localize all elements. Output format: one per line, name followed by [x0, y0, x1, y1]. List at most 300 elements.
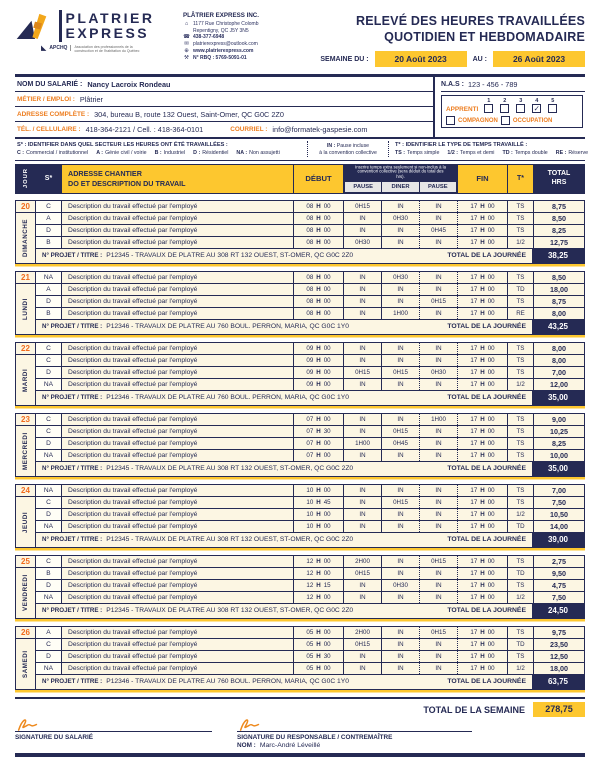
row-total-cell: 2,75 [552, 556, 566, 566]
nas-row [441, 77, 585, 92]
work-row [36, 343, 584, 355]
work-description-cell: Description du travail effectué par l'employé [62, 568, 294, 579]
row-total-cell: 10,00 [550, 450, 568, 460]
diner-cell: IN [382, 556, 420, 567]
work-description-cell: Description du travail effectué par l'employé [62, 426, 294, 437]
type-legend-title: T* : IDENTIFIER LE TYPE DE TEMPS TRAVAILLÉ : [395, 142, 528, 148]
sector-cell: NA [36, 379, 62, 390]
pause1-cell: IN [344, 414, 382, 425]
time-type-cell: TS [508, 213, 534, 224]
sector-cell: NA [36, 663, 62, 674]
sector-cell: D [36, 225, 62, 236]
time-type-cell: 1/2 [508, 379, 534, 390]
manager-signature-label: SIGNATURE DU RESPONSABLE / CONTREMAÎTRE [237, 734, 393, 741]
pause2-cell: IN [420, 521, 458, 532]
row-total-cell: 10,50 [550, 509, 568, 519]
project-value: P12345 - TRAVAUX DE PLÂTRE AU 308 RT 132 OUEST, ST-OMER, QC G0C 2Z0 [106, 252, 354, 259]
col-jour: JOUR [16, 165, 36, 193]
pause2-cell: 1H00 [420, 414, 458, 425]
day-blocks [15, 200, 585, 690]
time-type-cell: TS [508, 414, 534, 425]
work-description-cell: Description du travail effectué par l'employé [62, 485, 294, 496]
day-total-value: 35,00 [532, 391, 584, 405]
pause1-cell: IN [344, 343, 382, 354]
work-description-cell: Description du travail effectué par l'employé [62, 651, 294, 662]
pause1-cell: 0H15 [344, 568, 382, 579]
employee-job-label: MÉTIER / EMPLOI : [17, 95, 75, 103]
sector-cell: NA [36, 485, 62, 496]
start-time-cell: 12 H 15 [294, 580, 344, 591]
week-from-label: SEMAINE DU : [320, 55, 369, 63]
work-description-cell: Description du travail effectué par l'employé [62, 367, 294, 378]
col-pause-group [344, 165, 458, 193]
pause1-cell: 2H00 [344, 627, 382, 638]
diner-cell: IN [382, 225, 420, 236]
day-total-value: 43,25 [532, 320, 584, 334]
pause1-cell: IN [344, 355, 382, 366]
sector-cell: D [36, 296, 62, 307]
row-total-cell: 8,25 [552, 438, 566, 448]
diner-cell: IN [382, 509, 420, 520]
table-header [15, 164, 585, 194]
time-type-cell: TS [508, 450, 534, 461]
work-description-cell: Description du travail effectué par l'employé [62, 497, 294, 508]
time-type-cell: TS [508, 627, 534, 638]
day-number: 23 [16, 414, 35, 426]
row-total-cell: 8,00 [552, 355, 566, 365]
end-time-cell: 17 H 00 [458, 438, 508, 449]
apprenti-level [514, 98, 527, 113]
sector-legend-items [17, 150, 303, 156]
work-description-cell: Description du travail effectué par l'employé [62, 201, 294, 212]
time-type-cell: TS [508, 355, 534, 366]
sector-cell: C [36, 355, 62, 366]
diner-cell: 1H00 [382, 308, 420, 319]
sector-cell: D [36, 651, 62, 662]
apchq-name: APCHQ [49, 45, 71, 51]
apprenti-level-number: 3 [519, 98, 523, 104]
legend-item: A : Génie civil / voirie [96, 150, 147, 156]
start-time-cell: 08 H 00 [294, 225, 344, 236]
apprenti-checkbox[interactable] [516, 104, 525, 113]
work-description-cell: Description du travail effectué par l'employé [62, 627, 294, 638]
legend-item: C : Commercial / institutionnel [17, 150, 89, 156]
row-total-cell: 9,75 [552, 627, 566, 637]
apprenti-checkbox[interactable]: ✓ [533, 104, 540, 113]
time-type-cell: TD [508, 284, 534, 295]
compagnon-label: COMPAGNON [458, 117, 498, 124]
pause2-cell: IN [420, 509, 458, 520]
start-time-cell: 07 H 00 [294, 450, 344, 461]
time-type-cell: TS [508, 580, 534, 591]
work-row [36, 568, 584, 580]
day-number: 24 [16, 485, 35, 497]
time-type-cell: TS [508, 556, 534, 567]
time-type-cell: TD [508, 639, 534, 650]
in-line2: à la convention collective [319, 149, 377, 156]
pause2-cell: IN [420, 272, 458, 283]
day-name: DIMANCHE [22, 218, 29, 257]
work-description-cell: Description du travail effectué par l'employé [62, 379, 294, 390]
legend-item: TD : Temps double [502, 150, 548, 156]
row-total-cell: 8,50 [552, 272, 566, 282]
pause2-cell: IN [420, 379, 458, 390]
end-time-cell: 17 H 00 [458, 308, 508, 319]
start-time-cell: 07 H 00 [294, 414, 344, 425]
employee-job-row [15, 92, 433, 107]
diner-cell: IN [382, 379, 420, 390]
end-time-cell: 17 H 00 [458, 225, 508, 236]
work-description-cell: Description du travail effectué par l'employé [62, 639, 294, 650]
pause2-cell: IN [420, 308, 458, 319]
start-time-cell: 07 H 30 [294, 426, 344, 437]
week-summary [15, 702, 585, 717]
start-time-cell: 08 H 00 [294, 213, 344, 224]
col-total-hrs: TOTAL HRS [534, 165, 584, 193]
pause2-cell: IN [420, 438, 458, 449]
time-type-cell: TD [508, 568, 534, 579]
work-description-cell: Description du travail effectué par l'employé [62, 663, 294, 674]
week-from-field: 20 Août 2023 [375, 51, 467, 67]
work-description-cell: Description du travail effectué par l'employé [62, 355, 294, 366]
end-time-cell: 17 H 00 [458, 521, 508, 532]
work-row [36, 367, 584, 379]
day-block [15, 413, 585, 477]
end-time-cell: 17 H 00 [458, 426, 508, 437]
end-time-cell: 17 H 00 [458, 497, 508, 508]
employee-phone-row [15, 122, 433, 137]
diner-cell: IN [382, 237, 420, 248]
apprenti-level-number: 4 [535, 98, 539, 104]
time-type-cell: TS [508, 497, 534, 508]
sector-cell: B [36, 308, 62, 319]
time-type-cell: TS [508, 272, 534, 283]
sector-cell: D [36, 438, 62, 449]
day-name: VENDREDI [22, 574, 29, 611]
day-name: MERCREDI [22, 431, 29, 470]
signature-section [15, 717, 585, 749]
pause1-cell: IN [344, 296, 382, 307]
start-time-cell: 05 H 00 [294, 639, 344, 650]
time-type-cell: 1/2 [508, 509, 534, 520]
pause1-cell: IN [344, 450, 382, 461]
work-description-cell: Description du travail effectué par l'employé [62, 438, 294, 449]
row-total-cell: 8,75 [552, 296, 566, 306]
diner-cell: IN [382, 521, 420, 532]
week-to-field: 26 Août 2023 [493, 51, 585, 67]
end-time-cell: 17 H 00 [458, 296, 508, 307]
project-row [36, 675, 584, 689]
start-time-cell: 12 H 00 [294, 556, 344, 567]
day-name: MARDI [22, 367, 29, 392]
diner-cell: IN [382, 296, 420, 307]
week-to-label: AU : [472, 55, 487, 63]
time-type-cell: TS [508, 367, 534, 378]
work-row [36, 426, 584, 438]
day-total-label: TOTAL DE LA JOURNÉE [447, 465, 526, 472]
apprenti-checkbox[interactable] [500, 104, 509, 113]
pause2-cell: IN [420, 639, 458, 650]
work-row [36, 580, 584, 592]
col-debut: DÉBUT [294, 165, 344, 193]
diner-cell: IN [382, 651, 420, 662]
project-value: P12346 - TRAVAUX DE PLÂTRE AU 760 BOUL. PERRON, MARIA, QC G0C 1Y0 [106, 394, 349, 401]
sector-cell: A [36, 284, 62, 295]
day-block [15, 555, 585, 619]
project-label: N° PROJET / TITRE : [42, 252, 103, 259]
work-row [36, 438, 584, 450]
work-row [36, 663, 584, 675]
day-block [15, 484, 585, 548]
col-diner: DINER [382, 182, 418, 191]
sector-cell: C [36, 556, 62, 567]
pause2-cell: IN [420, 201, 458, 212]
day-number: 20 [16, 201, 35, 213]
pause1-cell: IN [344, 521, 382, 532]
compagnon-checkbox[interactable] [446, 116, 455, 125]
row-total-cell: 9,00 [552, 414, 566, 424]
employee-signature-label: SIGNATURE DU SALARIÉ [15, 734, 93, 741]
time-type-cell: TS [508, 426, 534, 437]
sector-cell: C [36, 497, 62, 508]
pause2-cell: IN [420, 355, 458, 366]
row-total-cell: 4,75 [552, 580, 566, 590]
work-row [36, 639, 584, 651]
day-number: 26 [16, 627, 35, 639]
sector-cell: D [36, 367, 62, 378]
day-total-label: TOTAL DE LA JOURNÉE [447, 394, 526, 401]
employee-email-value: info@formatek-gaspesie.com [272, 125, 368, 134]
apprenti-level [498, 98, 511, 113]
project-row [36, 604, 584, 618]
work-row [36, 355, 584, 367]
diner-cell: IN [382, 568, 420, 579]
work-row [36, 296, 584, 308]
end-time-cell: 17 H 00 [458, 651, 508, 662]
pause2-cell: IN [420, 284, 458, 295]
start-time-cell: 12 H 00 [294, 568, 344, 579]
end-time-cell: 17 H 00 [458, 580, 508, 591]
col-fin: FIN [458, 165, 508, 193]
in-legend [307, 141, 389, 157]
in-key: IN : [326, 143, 336, 149]
col-type: T* [508, 165, 534, 193]
work-description-cell: Description du travail effectué par l'employé [62, 284, 294, 295]
work-description-cell: Description du travail effectué par l'employé [62, 414, 294, 425]
pause1-cell: IN [344, 592, 382, 603]
pause2-cell: 0H45 [420, 225, 458, 236]
diner-cell: 0H30 [382, 213, 420, 224]
start-time-cell: 08 H 00 [294, 272, 344, 283]
logo-divider [59, 10, 62, 42]
employee-signature-field[interactable] [15, 730, 212, 732]
project-label: N° PROJET / TITRE : [42, 607, 103, 614]
diner-cell: IN [382, 284, 420, 295]
type-legend-items [395, 150, 589, 156]
row-total-cell: 12,75 [550, 237, 568, 247]
pause1-cell: IN [344, 497, 382, 508]
apprenti-checkbox[interactable] [548, 104, 557, 113]
company-website: www.platrierexpress.com [193, 47, 254, 54]
sector-cell: C [36, 639, 62, 650]
work-row [36, 379, 584, 391]
day-column [16, 627, 36, 689]
time-type-cell: TS [508, 651, 534, 662]
end-time-cell: 17 H 00 [458, 213, 508, 224]
work-row [36, 450, 584, 462]
diner-cell: IN [382, 201, 420, 212]
pause2-cell: IN [420, 592, 458, 603]
diner-cell: 0H15 [382, 497, 420, 508]
company-email: platrierexpress@outlook.com [193, 41, 258, 47]
pause1-cell: IN [344, 663, 382, 674]
work-description-cell: Description du travail effectué par l'employé [62, 213, 294, 224]
legend-item: B : Industriel [154, 150, 186, 156]
work-row [36, 272, 584, 284]
apprenti-level-number: 2 [503, 98, 507, 104]
apchq-note: Association des professionnels de la construction et de l'habitation du Québec [74, 45, 140, 54]
project-value: P12345 - TRAVAUX DE PLÂTRE AU 308 RT 132 OUEST, ST-OMER, QC G0C 2Z0 [106, 465, 354, 472]
apchq-badge [41, 45, 183, 53]
project-value: P12345 - TRAVAUX DE PLÂTRE AU 308 RT 132 OUEST, ST-OMER, QC G0C 2Z0 [106, 607, 354, 614]
company-logo-icon [15, 10, 55, 42]
apprenti-checkbox[interactable] [484, 104, 493, 113]
work-row [36, 521, 584, 533]
company-rbq: N° RBQ : 5769-5091-01 [193, 54, 247, 61]
diner-cell: IN [382, 485, 420, 496]
start-time-cell: 09 H 00 [294, 367, 344, 378]
diner-cell: 0H30 [382, 580, 420, 591]
row-total-cell: 10,25 [550, 426, 568, 436]
end-time-cell: 17 H 00 [458, 379, 508, 390]
day-total-value: 39,00 [532, 533, 584, 547]
end-time-cell: 17 H 00 [458, 663, 508, 674]
end-time-cell: 17 H 00 [458, 556, 508, 567]
day-name: LUNDI [22, 297, 29, 320]
work-description-cell: Description du travail effectué par l'employé [62, 521, 294, 532]
project-label: N° PROJET / TITRE : [42, 536, 103, 543]
project-row [36, 249, 584, 263]
work-row [36, 284, 584, 296]
time-type-cell: 1/2 [508, 592, 534, 603]
end-time-cell: 17 H 00 [458, 509, 508, 520]
diner-cell: IN [382, 355, 420, 366]
pause2-cell: IN [420, 343, 458, 354]
end-time-cell: 17 H 00 [458, 450, 508, 461]
work-description-cell: Description du travail effectué par l'employé [62, 450, 294, 461]
work-row [36, 556, 584, 568]
row-total-cell: 18,00 [550, 284, 568, 294]
row-total-cell: 7,00 [552, 367, 566, 377]
occupation-label: OCCUPATION [512, 117, 553, 124]
row-total-cell: 8,00 [552, 308, 566, 318]
pause2-cell: 0H15 [420, 556, 458, 567]
sector-cell: C [36, 414, 62, 425]
time-type-cell: TS [508, 296, 534, 307]
work-description-cell: Description du travail effectué par l'employé [62, 509, 294, 520]
pause2-cell: IN [420, 450, 458, 461]
occupation-checkbox[interactable] [501, 116, 510, 125]
time-type-cell: TS [508, 485, 534, 496]
end-time-cell: 17 H 00 [458, 485, 508, 496]
manager-signature-field[interactable] [237, 730, 472, 732]
sector-legend-title: S* : IDENTIFIER DANS QUEL SECTEUR LES HEURES ONT ÉTÉ TRAVAILLÉES : [17, 142, 228, 148]
sector-cell: B [36, 237, 62, 248]
certification-box [441, 95, 583, 128]
pause2-cell: IN [420, 485, 458, 496]
pause2-cell: IN [420, 213, 458, 224]
time-type-cell: RE [508, 308, 534, 319]
rbq-icon: ⚒ [184, 54, 189, 61]
day-number: 22 [16, 343, 35, 355]
day-total-label: TOTAL DE LA JOURNÉE [447, 536, 526, 543]
legend-item: NA : Non assujetti [236, 150, 280, 156]
sector-cell: A [36, 627, 62, 638]
day-number: 21 [16, 272, 35, 284]
start-time-cell: 10 H 45 [294, 497, 344, 508]
pause1-cell: IN [344, 580, 382, 591]
work-description-cell: Description du travail effectué par l'employé [62, 308, 294, 319]
time-type-cell: 1/2 [508, 663, 534, 674]
project-label: N° PROJET / TITRE : [42, 465, 103, 472]
pause2-cell: 0H30 [420, 367, 458, 378]
end-time-cell: 17 H 00 [458, 355, 508, 366]
start-time-cell: 08 H 00 [294, 237, 344, 248]
diner-cell: IN [382, 450, 420, 461]
pause1-cell: IN [344, 379, 382, 390]
employee-address-value: 304, bureau B, route 132 Ouest, Saint-Omer, QC G0C 2Z0 [94, 109, 284, 119]
page-title-line1: RELEVÉ DES HEURES TRAVAILLÉES [356, 14, 585, 28]
employee-name-value: Nancy Lacroix Rondeau [87, 79, 171, 89]
pause1-cell: IN [344, 225, 382, 236]
week-total-value: 278,75 [533, 702, 585, 717]
work-description-cell: Description du travail effectué par l'employé [62, 237, 294, 248]
day-block [15, 271, 585, 335]
diner-cell: IN [382, 414, 420, 425]
sector-cell: NA [36, 450, 62, 461]
project-value: P12345 - TRAVAUX DE PLÂTRE AU 308 RT 132 OUEST, ST-OMER, QC G0C 2Z0 [106, 536, 354, 543]
end-time-cell: 17 H 00 [458, 639, 508, 650]
logo-wordmark [66, 11, 155, 40]
diner-cell: 0H15 [382, 426, 420, 437]
employee-name-label: NOM DU SALARIÉ : [17, 80, 83, 88]
time-type-cell: TS [508, 438, 534, 449]
pause2-cell: IN [420, 237, 458, 248]
start-time-cell: 07 H 00 [294, 438, 344, 449]
col-description: ADRESSE CHANTIER DO ET DESCRIPTION DU TRAVAIL [62, 165, 294, 193]
week-total-label: TOTAL DE LA SEMAINE [423, 704, 525, 715]
sector-cell: D [36, 509, 62, 520]
week-range [311, 51, 585, 67]
pause2-cell: IN [420, 568, 458, 579]
apprenti-level [482, 98, 495, 113]
time-type-cell: TS [508, 343, 534, 354]
pause1-cell: 0H15 [344, 367, 382, 378]
sector-cell: C [36, 343, 62, 354]
apprenti-levels [482, 98, 559, 113]
company-info [183, 10, 311, 70]
start-time-cell: 10 H 00 [294, 485, 344, 496]
legend-item: 1/2 : Temps et demi [447, 150, 495, 156]
work-row [36, 651, 584, 663]
col-pause2: PAUSE [420, 182, 456, 191]
diner-cell: 0H15 [382, 367, 420, 378]
work-row [36, 237, 584, 249]
start-time-cell: 10 H 00 [294, 521, 344, 532]
work-description-cell: Description du travail effectué par l'employé [62, 272, 294, 283]
project-row [36, 320, 584, 334]
row-total-cell: 7,50 [552, 497, 566, 507]
